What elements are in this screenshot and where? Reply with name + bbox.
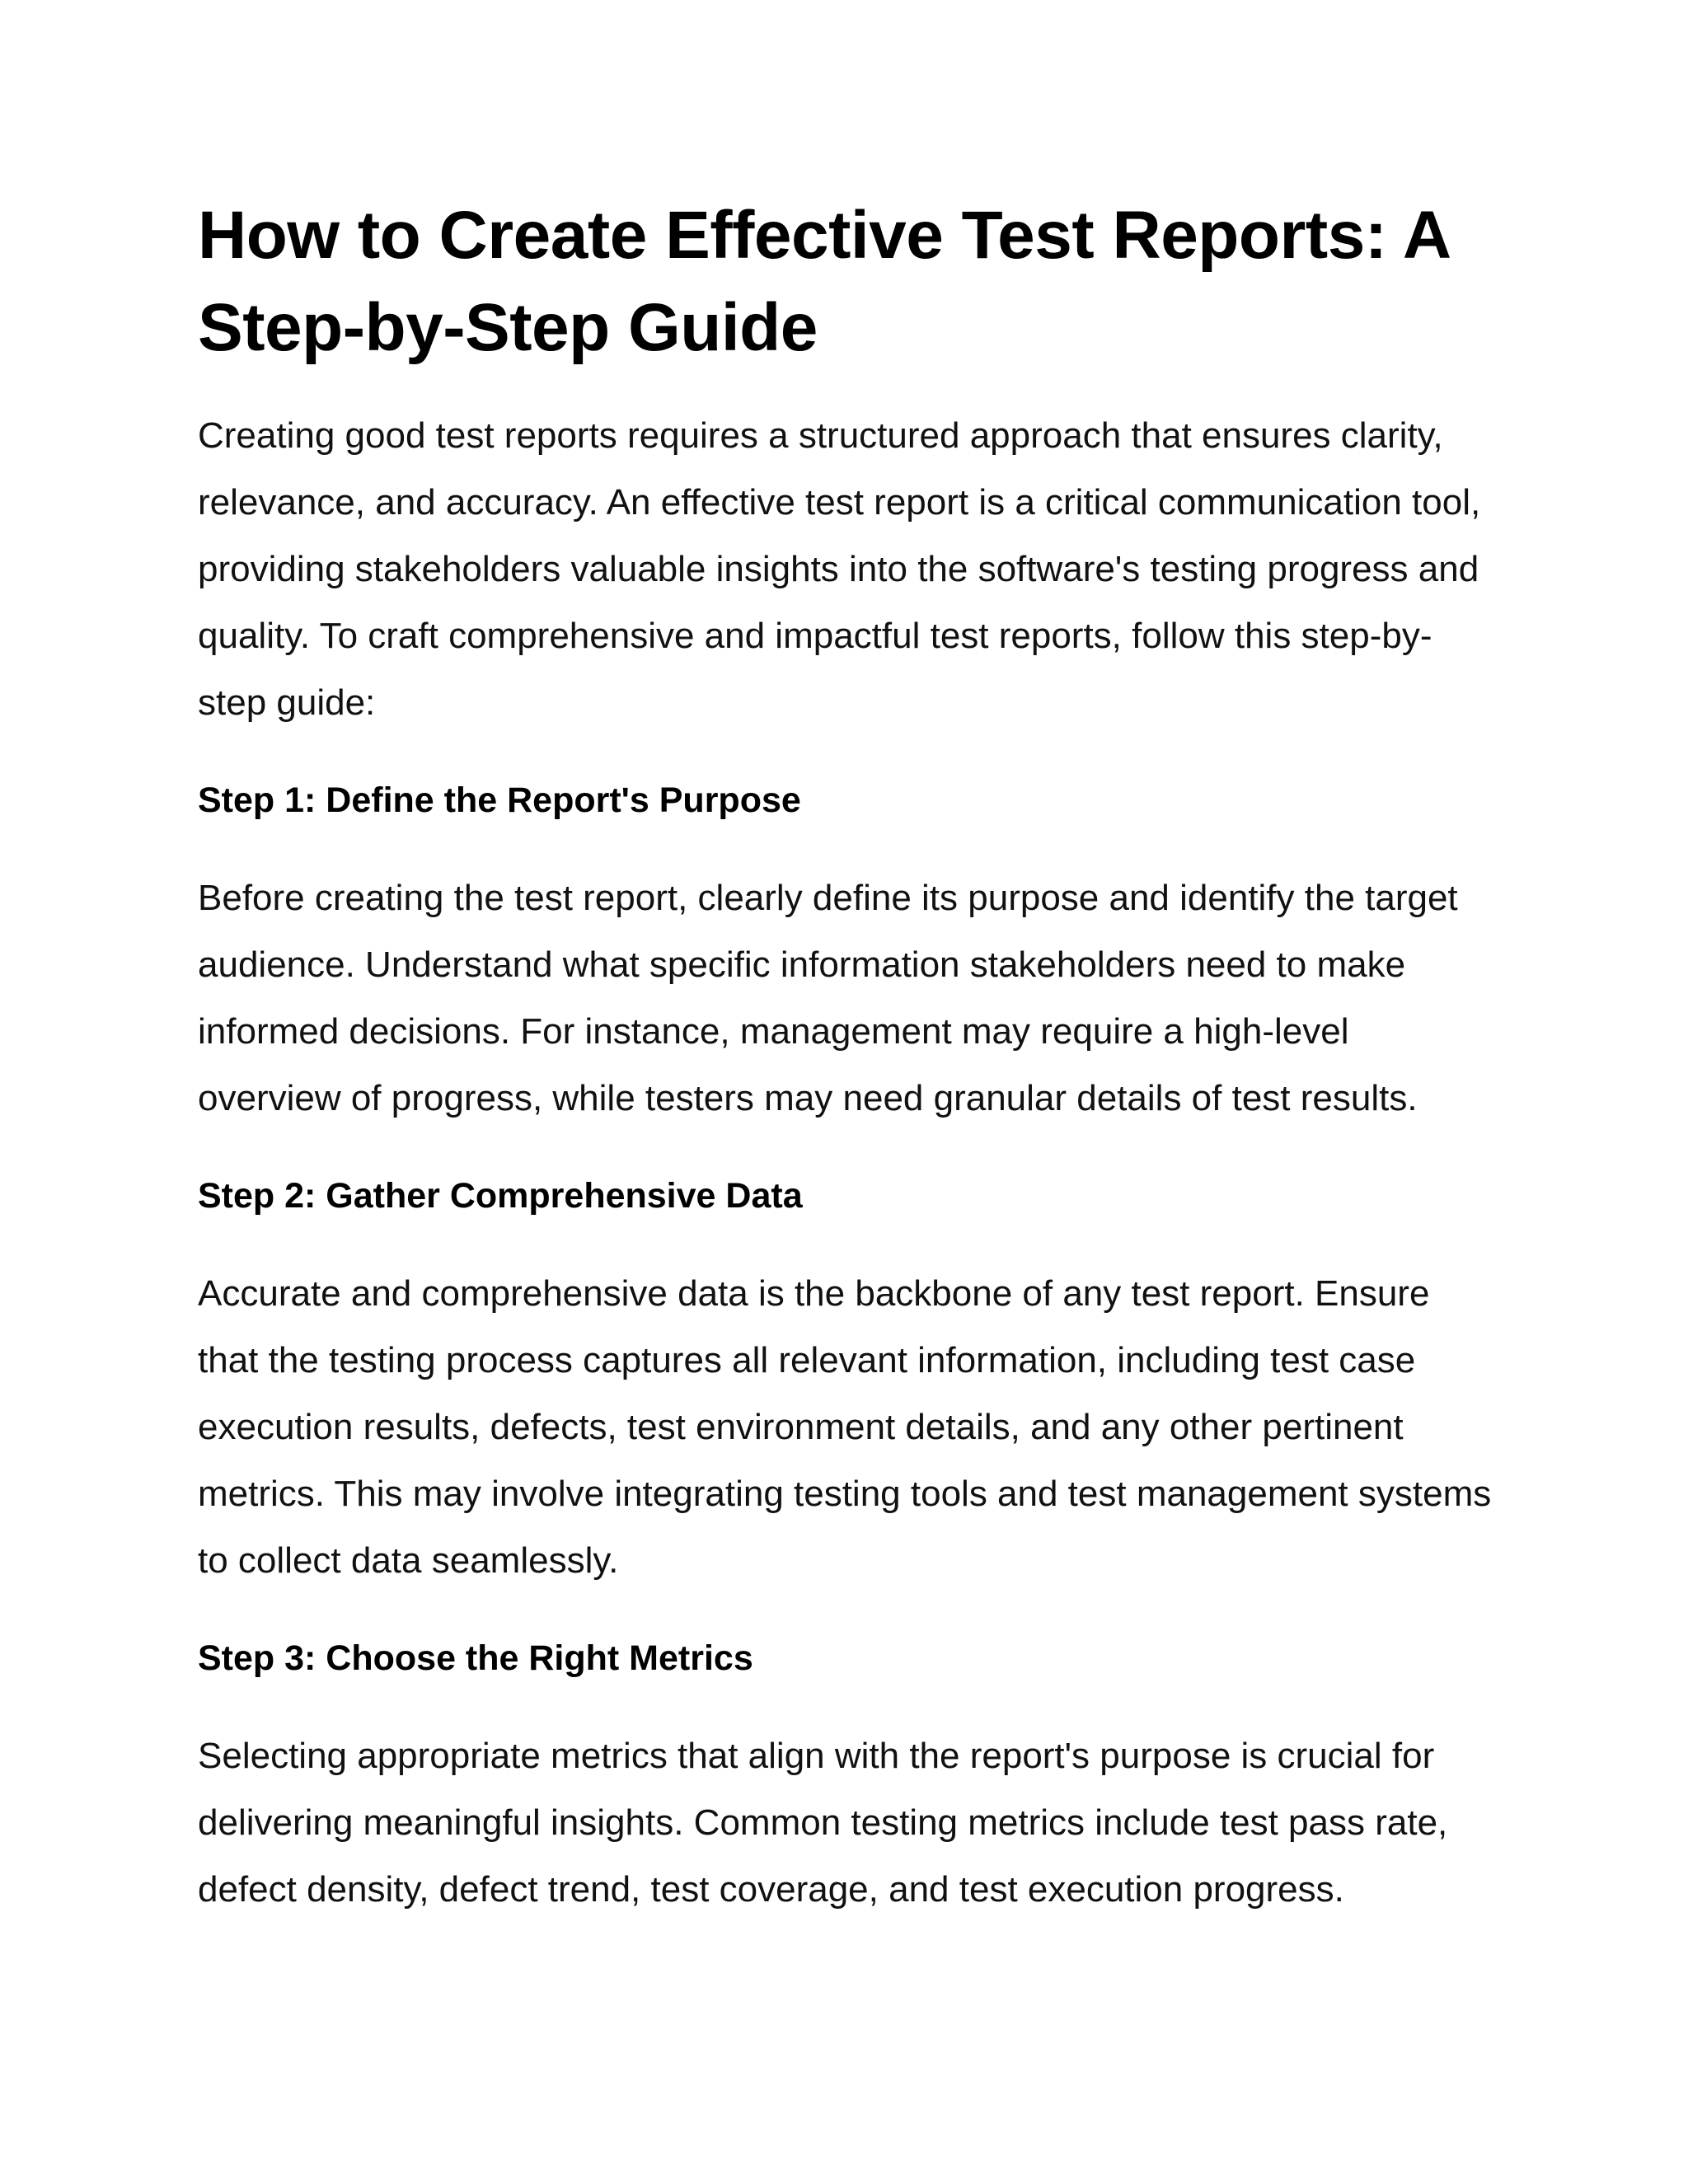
step-heading: Step 3: Choose the Right Metrics: [198, 1638, 753, 1678]
step-heading: Step 1: Define the Report's Purpose: [198, 780, 801, 820]
step-paragraph: Selecting appropriate metrics that align with the report's purpose is crucial for delivering meaningful insights. Common testing metrics include test pass rate, defect density, defect trend, test coverage, and test execution progress.: [198, 1736, 1448, 1910]
document-page: [198, 190, 1500, 1923]
step-section-3: [198, 1632, 1500, 1923]
intro-paragraph: Creating good test reports requires a structured approach that ensures clarity, relevance, and accuracy. An effective test report is a critical communication tool, providing stakeholders valuable insights into the software's testing progress and quality. To craft comprehensive and impactful test reports, follow this step-by-step guide:: [198, 415, 1481, 723]
step-paragraph: Accurate and comprehensive data is the backbone of any test report. Ensure that the testing process captures all relevant information, including test case execution results, defects, test environment details, and any other pertinent metrics. This may involve integrating testing tools and test management systems to collect data seamlessly.: [198, 1273, 1492, 1581]
step-section-2: [198, 1169, 1500, 1594]
step-section-1: [198, 774, 1500, 1132]
step-paragraph: Before creating the test report, clearly define its purpose and identify the target audience. Understand what specific information stakeholders need to make informed decisions. For instance, management may require a high-level overview of progress, while testers may need granular details of test results.: [198, 878, 1458, 1118]
document-title: How to Create Effective Test Reports: A Step-by-Step Guide: [198, 198, 1449, 365]
step-heading: Step 2: Gather Comprehensive Data: [198, 1176, 803, 1216]
